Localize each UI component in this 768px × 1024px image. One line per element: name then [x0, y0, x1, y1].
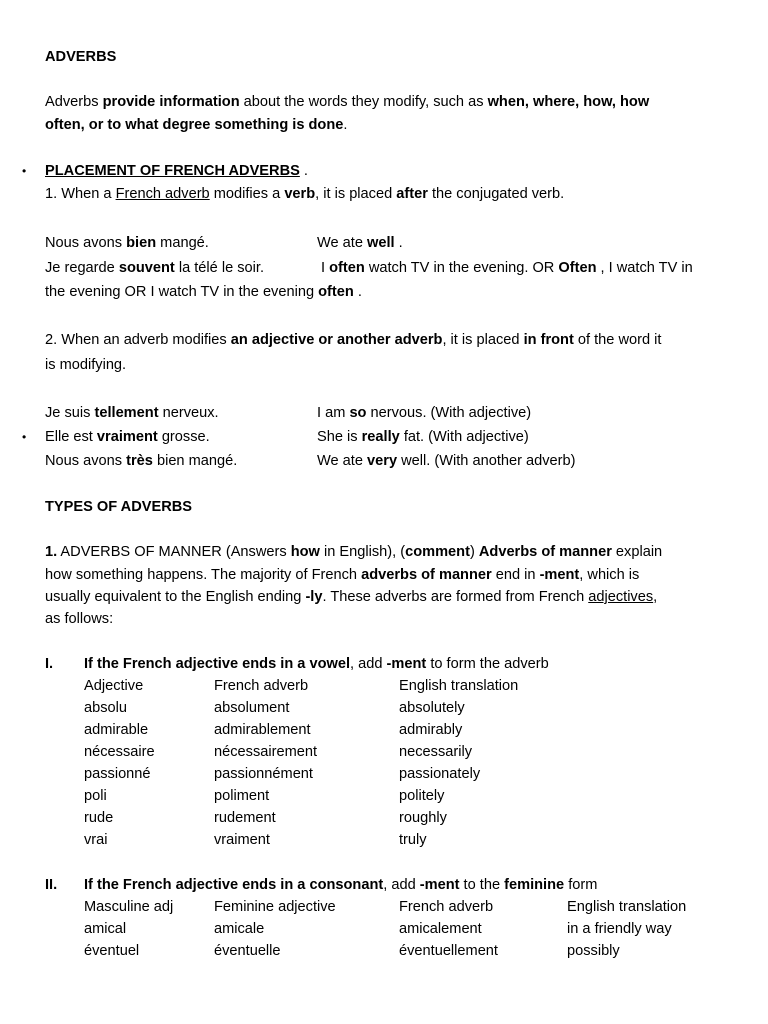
table-I-cell: vraiment [214, 832, 270, 848]
table-I-cell: absolument [214, 700, 290, 716]
table-II-cell: possibly [567, 943, 620, 959]
table-I-cell: passionnément [214, 766, 313, 782]
table-I-cell: admirable [84, 722, 149, 738]
table-II-cell: amicalement [399, 921, 482, 937]
placement-rule-1: 1. When a French adverb modifies a verb, it is placed after the conjugated verb. [45, 186, 565, 202]
table-I-cell: passionné [84, 766, 151, 782]
example-4-french: Elle est vraiment grosse. [45, 429, 210, 445]
table-I-cell: nécessairement [214, 744, 318, 760]
manner-line-4: as follows: [45, 611, 114, 627]
bullet-icon: • [22, 430, 27, 444]
manner-line-1: 1. ADVERBS OF MANNER (Answers how in English), (comment) Adverbs of manner explain [45, 544, 663, 560]
table-II-header: English translation [567, 899, 687, 915]
example-2-english: I often watch TV in the evening. OR Often , I watch TV in [321, 260, 693, 276]
table-I-cell: necessarily [399, 744, 472, 760]
example-1-french: Nous avons bien mangé. [45, 235, 209, 251]
table-I-cell: admirablement [214, 722, 311, 738]
table-I-cell: rudement [214, 810, 276, 826]
table-II-cell: amicale [214, 921, 265, 937]
example-2-french: Je regarde souvent la télé le soir. [45, 260, 265, 276]
table-II-cell: éventuellement [399, 943, 498, 959]
example-3-english: I am so nervous. (With adjective) [317, 405, 532, 421]
table-II-cell: éventuel [84, 943, 140, 959]
table-II-cell: in a friendly way [567, 921, 672, 937]
table-II-header: French adverb [399, 899, 494, 915]
placement-rule-2: 2. When an adverb modifies an adjective or another adverb, it is placed in front of the word it [45, 332, 662, 348]
table-I-cell: passionately [399, 766, 481, 782]
page-title: ADVERBS [45, 49, 117, 65]
table-I-cell: absolutely [399, 700, 465, 716]
table-I-cell: absolu [84, 700, 128, 716]
example-3-french: Je suis tellement nerveux. [45, 405, 219, 421]
bullet-icon: • [22, 164, 27, 178]
rule-I-text: If the French adjective ends in a vowel, add -ment to form the adverb [84, 656, 549, 672]
rule-II-text: If the French adjective ends in a consonant, add -ment to the feminine form [84, 877, 598, 893]
example-2-english-cont: the evening OR I watch TV in the evening often . [45, 284, 362, 300]
table-I-cell: vrai [84, 832, 108, 848]
manner-line-3: usually equivalent to the English ending -ly. These adverbs are formed from French adjectives, [45, 589, 658, 605]
roman-numeral-2: II. [45, 877, 58, 893]
table-I-header: Adjective [84, 678, 144, 694]
table-I-cell: politely [399, 788, 445, 804]
types-heading: TYPES OF ADVERBS [45, 499, 193, 515]
table-II-cell: amical [84, 921, 127, 937]
table-I-cell: truly [399, 832, 427, 848]
table-I-header: English translation [399, 678, 519, 694]
example-5-english: We ate very well. (With another adverb) [317, 453, 576, 469]
table-I-cell: admirably [399, 722, 463, 738]
table-I-cell: poli [84, 788, 107, 804]
roman-numeral-1: I. [45, 656, 54, 672]
table-I-cell: nécessaire [84, 744, 155, 760]
table-II-header: Feminine adjective [214, 899, 336, 915]
example-4-english: She is really fat. (With adjective) [317, 429, 529, 445]
manner-line-2: how something happens. The majority of French adverbs of manner end in -ment, which is [45, 567, 640, 583]
example-1-english: We ate well . [317, 235, 403, 251]
table-I-cell: rude [84, 810, 114, 826]
table-I-header: French adverb [214, 678, 309, 694]
intro-line-1: Adverbs provide information about the words they modify, such as when, where, how, how [45, 94, 650, 110]
table-I-cell: poliment [214, 788, 270, 804]
table-II-cell: éventuelle [214, 943, 281, 959]
placement-heading: PLACEMENT OF FRENCH ADVERBS . [45, 163, 308, 179]
table-II-header: Masculine adj [84, 899, 174, 915]
example-5-french: Nous avons très bien mangé. [45, 453, 238, 469]
intro-line-2: often, or to what degree something is done. [45, 117, 348, 133]
placement-rule-2-cont: is modifying. [45, 357, 127, 373]
table-I-cell: roughly [399, 810, 447, 826]
